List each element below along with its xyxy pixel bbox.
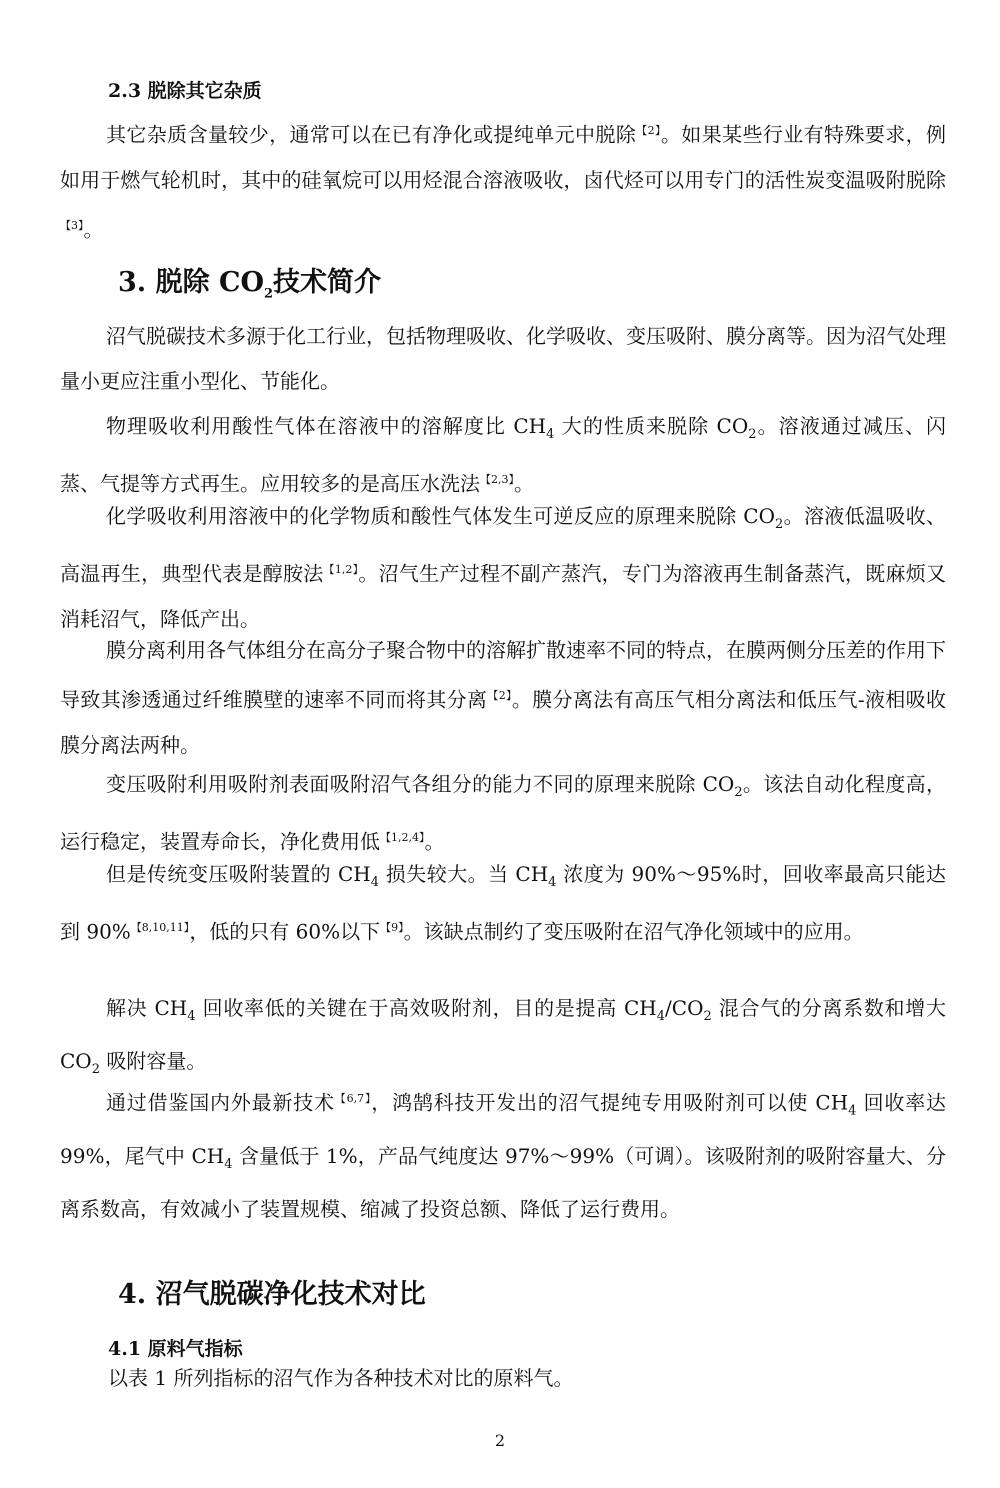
section-4-1-paragraph: 以表 1 所列指标的沼气作为各种技术对比的原料气。 bbox=[108, 1366, 574, 1390]
citation: 【9】 bbox=[380, 921, 404, 934]
section-4-1-heading: 4.1 原料气指标 bbox=[108, 1338, 243, 1360]
citation: 【8,10,11】 bbox=[130, 921, 190, 934]
citation: 【1,2,4】 bbox=[380, 831, 425, 844]
section-3-paragraph-4: 膜分离利用各气体组分在高分子聚合物中的溶解扩散速率不同的特点，在膜两侧分压差的作用下导致其渗透通过纤维膜壁的速率不同而将其分离$^{【2】}$。膜分离法有高压气相分离法和低压气-液相吸收膜分离法两种。 bbox=[60, 638, 947, 757]
section-3-paragraph-7: 解决 $CH_4$ 回收率低的关键在于高效吸附剂，目的是提高 $CH_4/CO_2$ 混合气的分离系数和增大 $CO_2$ 吸附容量。 bbox=[60, 996, 946, 1077]
section-3-paragraph-6: 但是传统变压吸附装置的 $CH_4$ 损失较大。当 $CH_4$ 浓度为 90%～95%时，回收率最高只能达到 90%$^{【8,10,11】}$，低的只有 60%以下$^{【9】}$。该缺点制约了变压吸附在沼气净化领域中的应用。 bbox=[60, 862, 946, 944]
section-3-heading: 3. 脱除 $CO_2$技术简介 bbox=[118, 267, 382, 302]
citation: 【3】 bbox=[60, 218, 84, 232]
section-3-paragraph-2: 物理吸收利用酸性气体在溶液中的溶解度比 $CH_4$ 大的性质来脱除 $CO_2$。溶液通过减压、闪蒸、气提等方式再生。应用较多的是高压水洗法$^{【2,3】}$。 bbox=[60, 414, 946, 496]
section-3-paragraph-3: 化学吸收利用溶液中的化学物质和酸性气体发生可逆反应的原理来脱除 $CO_2$。溶液低温吸收、高温再生，典型代表是醇胺法$^{【1,2】}$。沼气生产过程不副产蒸汽，专门为溶液再生制备蒸汽，既麻烦又消耗沼气，降低产出。 bbox=[60, 504, 946, 631]
citation: 【1,2】 bbox=[323, 563, 359, 576]
citation: 【2】 bbox=[636, 124, 661, 137]
section-3-paragraph-5: 变压吸附利用吸附剂表面吸附沼气各组分的能力不同的原理来脱除 $CO_2$。该法自动化程度高，运行稳定，装置寿命长，净化费用低$^{【1,2,4】}$。 bbox=[60, 772, 947, 854]
section-3-paragraph-1: 沼气脱碳技术多源于化工行业，包括物理吸收、化学吸收、变压吸附、膜分离等。因为沼气处理量小更应注重小型化、节能化。 bbox=[60, 324, 946, 393]
section-4-heading: 4. 沼气脱碳净化技术对比 bbox=[118, 1279, 426, 1310]
section-2-3-paragraph: 其它杂质含量较少，通常可以在已有净化或提纯单元中脱除$^{【2】}$。如果某些行业有特殊要求，例如用于燃气轮机时，其中的硅氧烷可以用烃混合溶液吸收，卤代烃可以用专门的活性炭变温吸附脱除$^{【3】}$。 bbox=[60, 122, 947, 242]
citation: 【2】 bbox=[487, 689, 512, 702]
section-2-3-heading: 2.3 脱除其它杂质 bbox=[108, 80, 262, 102]
citation: 【6,7】 bbox=[334, 1092, 372, 1105]
citation: 【2,3】 bbox=[480, 473, 514, 486]
page-number: 2 bbox=[494, 1431, 506, 1450]
section-3-paragraph-8: 通过借鉴国内外最新技术$^{【6,7】}$，鸿鹄科技开发出的沼气提纯专用吸附剂可以使 $CH_4$ 回收率达 99%，尾气中 $CH_4$ 含量低于 1%，产品气纯度达 97%～99%（可调）。该吸附剂的吸附容量大、分离系数高，有效减小了装置规模、缩减了投资总额、降低了运行费用。 bbox=[60, 1090, 947, 1221]
